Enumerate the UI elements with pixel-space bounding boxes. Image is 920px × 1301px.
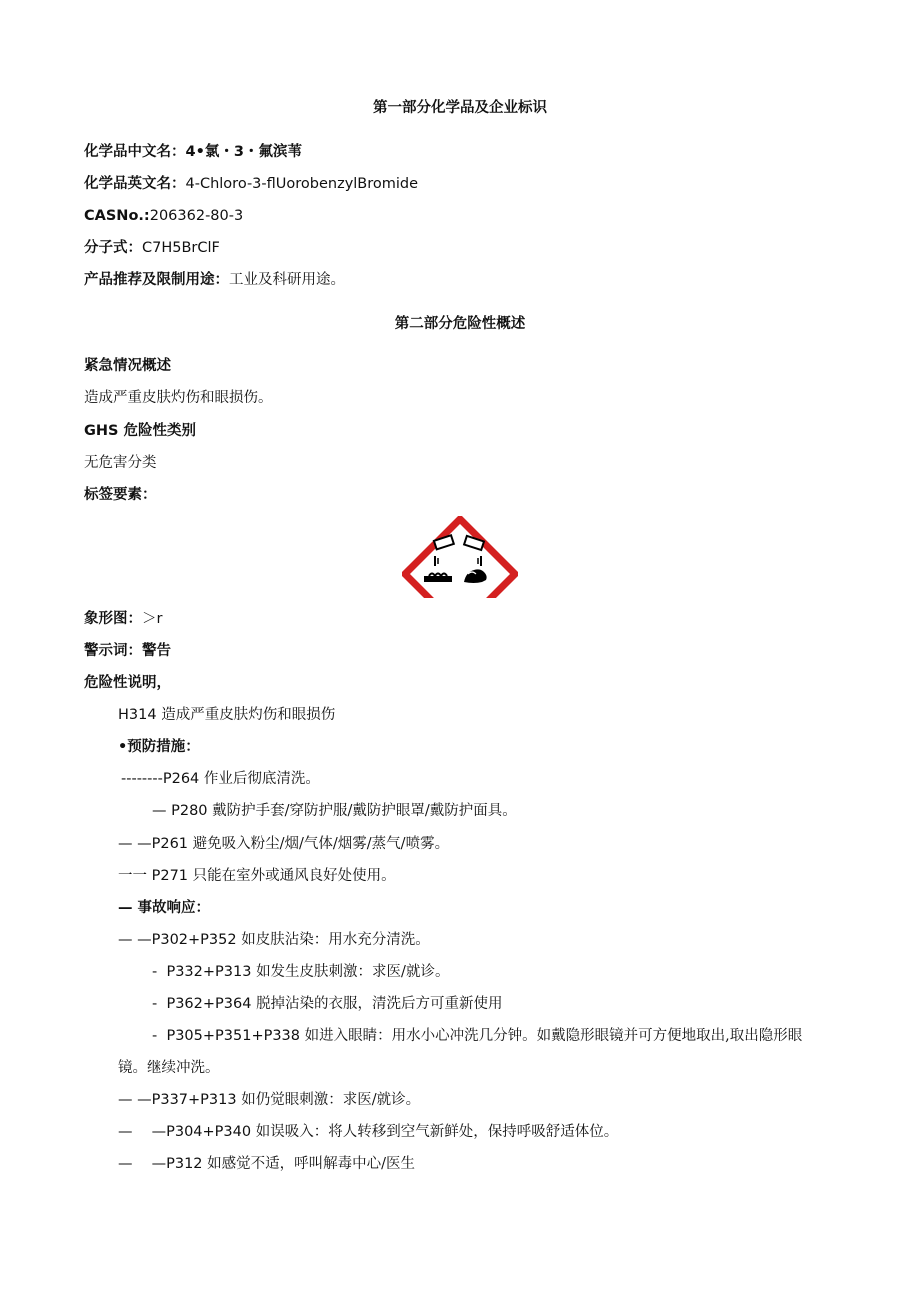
precaution-code: P362+P364 bbox=[166, 996, 252, 1012]
precaution-text: 只能在室外或通风良好处使用。 bbox=[192, 868, 396, 884]
precaution-code: P304+P340 bbox=[166, 1124, 252, 1140]
pictogram-value: ＞r bbox=[142, 611, 163, 627]
precaution-text: 避免吸入粉尘/烟/气体/烟雾/蒸气/喷雾。 bbox=[192, 836, 450, 852]
part2-heading: 第二部分危险性概述 bbox=[394, 316, 526, 332]
signal-value: 警告 bbox=[142, 643, 171, 659]
precaution-text: 如发生皮肤刺激：求医/就诊。 bbox=[256, 964, 450, 980]
precaution-code: P332+P313 bbox=[166, 964, 252, 980]
signal-label: 警示词： bbox=[84, 643, 142, 659]
precaution-text: 如感觉不适，呼叫解毒中心/医生 bbox=[207, 1156, 416, 1172]
use-value: 工业及科研用途。 bbox=[229, 272, 345, 288]
precaution-text: 如仍觉眼刺激：求医/就诊。 bbox=[241, 1092, 421, 1108]
english-name-row bbox=[84, 174, 418, 194]
emergency-text: 造成严重皮肤灼伤和眼损伤。 bbox=[84, 390, 273, 406]
cas-value: 206362-80-3 bbox=[149, 208, 244, 224]
formula-label: 分子式： bbox=[84, 240, 142, 256]
precaution-prefix: — — bbox=[118, 1124, 167, 1140]
ghs05-corrosion-icon bbox=[402, 516, 518, 598]
formula-value: C7H5BrClF bbox=[142, 240, 220, 256]
chinese-name-label: 化学品中文名： bbox=[84, 144, 186, 160]
hazard-text: 造成严重皮肤灼伤和眼损伤 bbox=[161, 707, 336, 723]
precaution-code: P337+P313 bbox=[151, 1092, 237, 1108]
ghs-text: 无危害分类 bbox=[84, 455, 157, 471]
precaution-prefix: -------- bbox=[121, 771, 163, 787]
precaution-text: 如皮肤沾染：用水充分清洗。 bbox=[241, 932, 430, 948]
precaution-p337 bbox=[118, 1090, 420, 1110]
precaution-prefix: — — bbox=[118, 932, 152, 948]
cas-label: CASNo.: bbox=[84, 208, 150, 224]
precaution-prefix: — — bbox=[118, 836, 152, 852]
precaution-prefix: - bbox=[152, 996, 158, 1012]
precaution-p362 bbox=[152, 994, 503, 1014]
precaution-p305 bbox=[152, 1026, 802, 1046]
precaution-prefix: - bbox=[152, 964, 158, 980]
hazard-statement-h314 bbox=[118, 705, 335, 725]
signal-word-row bbox=[84, 641, 171, 661]
precaution-text: 如进入眼睛：用水小心冲洗几分钟。如戴隐形眼镜并可方便地取出,取出隐形眼 bbox=[304, 1028, 803, 1044]
precaution-code: P264 bbox=[162, 771, 200, 787]
use-label: 产品推荐及限制用途： bbox=[84, 272, 229, 288]
chinese-name-row bbox=[84, 142, 302, 162]
precaution-prefix: — — bbox=[118, 1156, 167, 1172]
formula-row bbox=[84, 238, 220, 258]
precaution-code: P312 bbox=[166, 1156, 203, 1172]
part1-heading: 第一部分化学品及企业标识 bbox=[373, 100, 547, 116]
precaution-code: P305+P351+P338 bbox=[166, 1028, 301, 1044]
precaution-code: P302+P352 bbox=[151, 932, 237, 948]
response-label: — 事故响应： bbox=[118, 900, 211, 916]
pictogram-label: 象形图： bbox=[84, 611, 142, 627]
precaution-prefix: — — bbox=[118, 1092, 152, 1108]
precaution-prefix: 一一 bbox=[118, 868, 147, 884]
hazard-statement-label: 危险性说明， bbox=[84, 675, 171, 691]
chinese-name-value: 4•氯・3・氟滨苇 bbox=[185, 144, 302, 160]
emergency-label: 紧急情况概述 bbox=[84, 358, 171, 374]
hazard-code: H314 bbox=[118, 707, 157, 723]
precaution-p261 bbox=[118, 834, 449, 854]
precaution-text: 作业后彻底清洗。 bbox=[203, 771, 320, 787]
precaution-p312 bbox=[118, 1154, 415, 1174]
english-name-label: 化学品英文名： bbox=[84, 176, 186, 192]
ghs-label: GHS 危险性类别 bbox=[84, 423, 197, 439]
precaution-code: P261 bbox=[151, 836, 189, 852]
precaution-prefix: - bbox=[152, 1028, 158, 1044]
precaution-code: P271 bbox=[151, 868, 189, 884]
precaution-p264 bbox=[121, 769, 320, 789]
precaution-text: 戴防护手套/穿防护服/戴防护眼罩/戴防护面具。 bbox=[212, 803, 517, 819]
precaution-code: P280 bbox=[171, 803, 208, 819]
use-row bbox=[84, 270, 345, 290]
precaution-p305-continuation: 镜。继续冲洗。 bbox=[118, 1060, 220, 1076]
label-elements-heading: 标签要素： bbox=[84, 487, 157, 503]
pictogram-row bbox=[84, 609, 162, 629]
precaution-p332 bbox=[152, 962, 449, 982]
precaution-p304 bbox=[118, 1122, 618, 1142]
precaution-text: 如误吸入：将人转移到空气新鲜处，保持呼吸舒适体位。 bbox=[255, 1124, 619, 1140]
precaution-p271 bbox=[118, 866, 396, 886]
precaution-p302 bbox=[118, 930, 430, 950]
precaution-prefix: — bbox=[152, 803, 167, 819]
english-name-value: 4-Chloro-3-flUorobenzylBromide bbox=[185, 176, 419, 192]
cas-row bbox=[84, 206, 243, 226]
precaution-p280 bbox=[152, 801, 517, 821]
prevention-label: •预防措施： bbox=[118, 739, 200, 755]
precaution-text: 脱掉沾染的衣服，清洗后方可重新使用 bbox=[256, 996, 503, 1012]
